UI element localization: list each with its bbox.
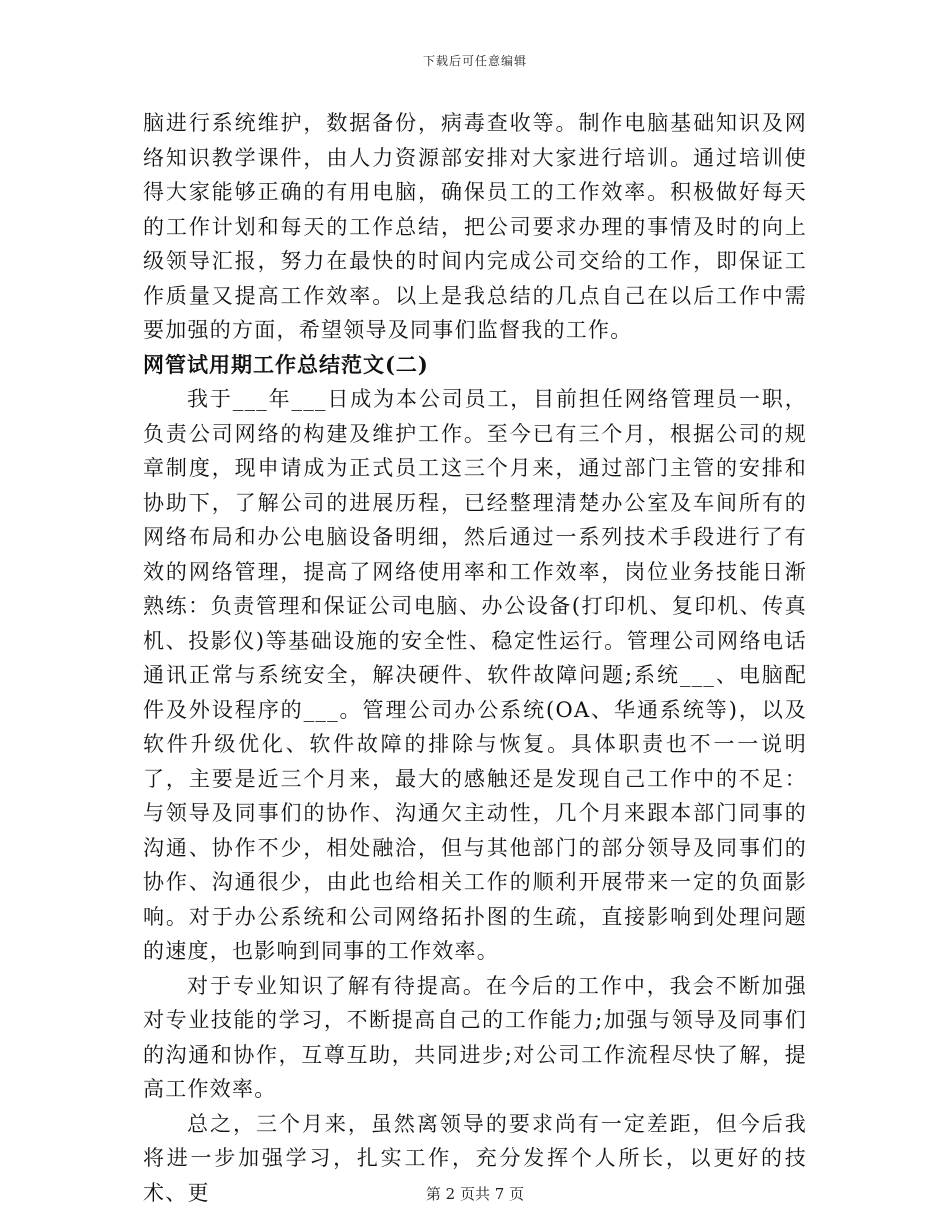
paragraph-conclusion: 总之，三个月来，虽然离领导的要求尚有一定差距，但今后我将进一步加强学习，扎实工作，充分发挥个人所长，以更好的技术、更: [143, 1111, 807, 1205]
page-footer: 第 2 页共 7 页: [425, 1185, 525, 1203]
paragraph-intro: 我于___年___日成为本公司员工，目前担任网络管理员一职，负责公司网络的构建及维护工作。至今已有三个月，根据公司的规章制度，现申请成为正式员工这三个月来，通过部门主管的安排和协助下，了解公司的进展历程，已经整理清楚办公室及车间所有的网络布局和办公电脑设备明细，然后通过一系列技术手段进行了有效的网络管理，提高了网络使用率和工作效率，岗位业务技能日渐熟练：负责管理和保证公司电脑、办公设备(打印机、复印机、传真机、投影仪)等基础设施的安全性、稳定性运行。管理公司网络电话通讯正常与系统安全，解决硬件、软件故障问题;系统___、电脑配件及外设程序的___。管理公司办公系统(OA、华通系统等)，以及软件升级优化、软件故障的排除与恢复。具体职责也不一一说明了，主要是近三个月来，最大的感触还是发现自己工作中的不足：与领导及同事们的协作、沟通欠主动性，几个月来跟本部门同事的沟通、协作不少，相处融洽，但与其他部门的部分领导及同事们的协作、沟通很少，由此也给相关工作的顺利开展带来一定的负面影响。对于办公系统和公司网络拓扑图的生疏，直接影响到处理问题的速度，也影响到同事的工作效率。: [143, 387, 807, 963]
paragraph-improvement: 对于专业知识了解有待提高。在今后的工作中，我会不断加强对专业技能的学习，不断提高自己的工作能力;加强与领导及同事们的沟通和协作，互尊互助，共同进步;对公司工作流程尽快了解，提高工作效率。: [143, 973, 807, 1101]
page-header: 下载后可任意编辑: [422, 54, 527, 68]
document-body: [143, 106, 807, 1210]
paragraph-continued: 脑进行系统维护，数据备份，病毒查收等。制作电脑基础知识及网络知识教学课件，由人力资源部安排对大家进行培训。通过培训使得大家能够正确的有用电脑，确保员工的工作效率。积极做好每天的工作计划和每天的工作总结，把公司要求办理的事情及时的向上级领导汇报，努力在最快的时间内完成公司交给的工作，即保证工作质量又提高工作效率。以上是我总结的几点自己在以后工作中需要加强的方面，希望领导及同事们监督我的工作。: [143, 111, 807, 342]
section-title: 网管试用期工作总结范文(二): [143, 351, 429, 377]
